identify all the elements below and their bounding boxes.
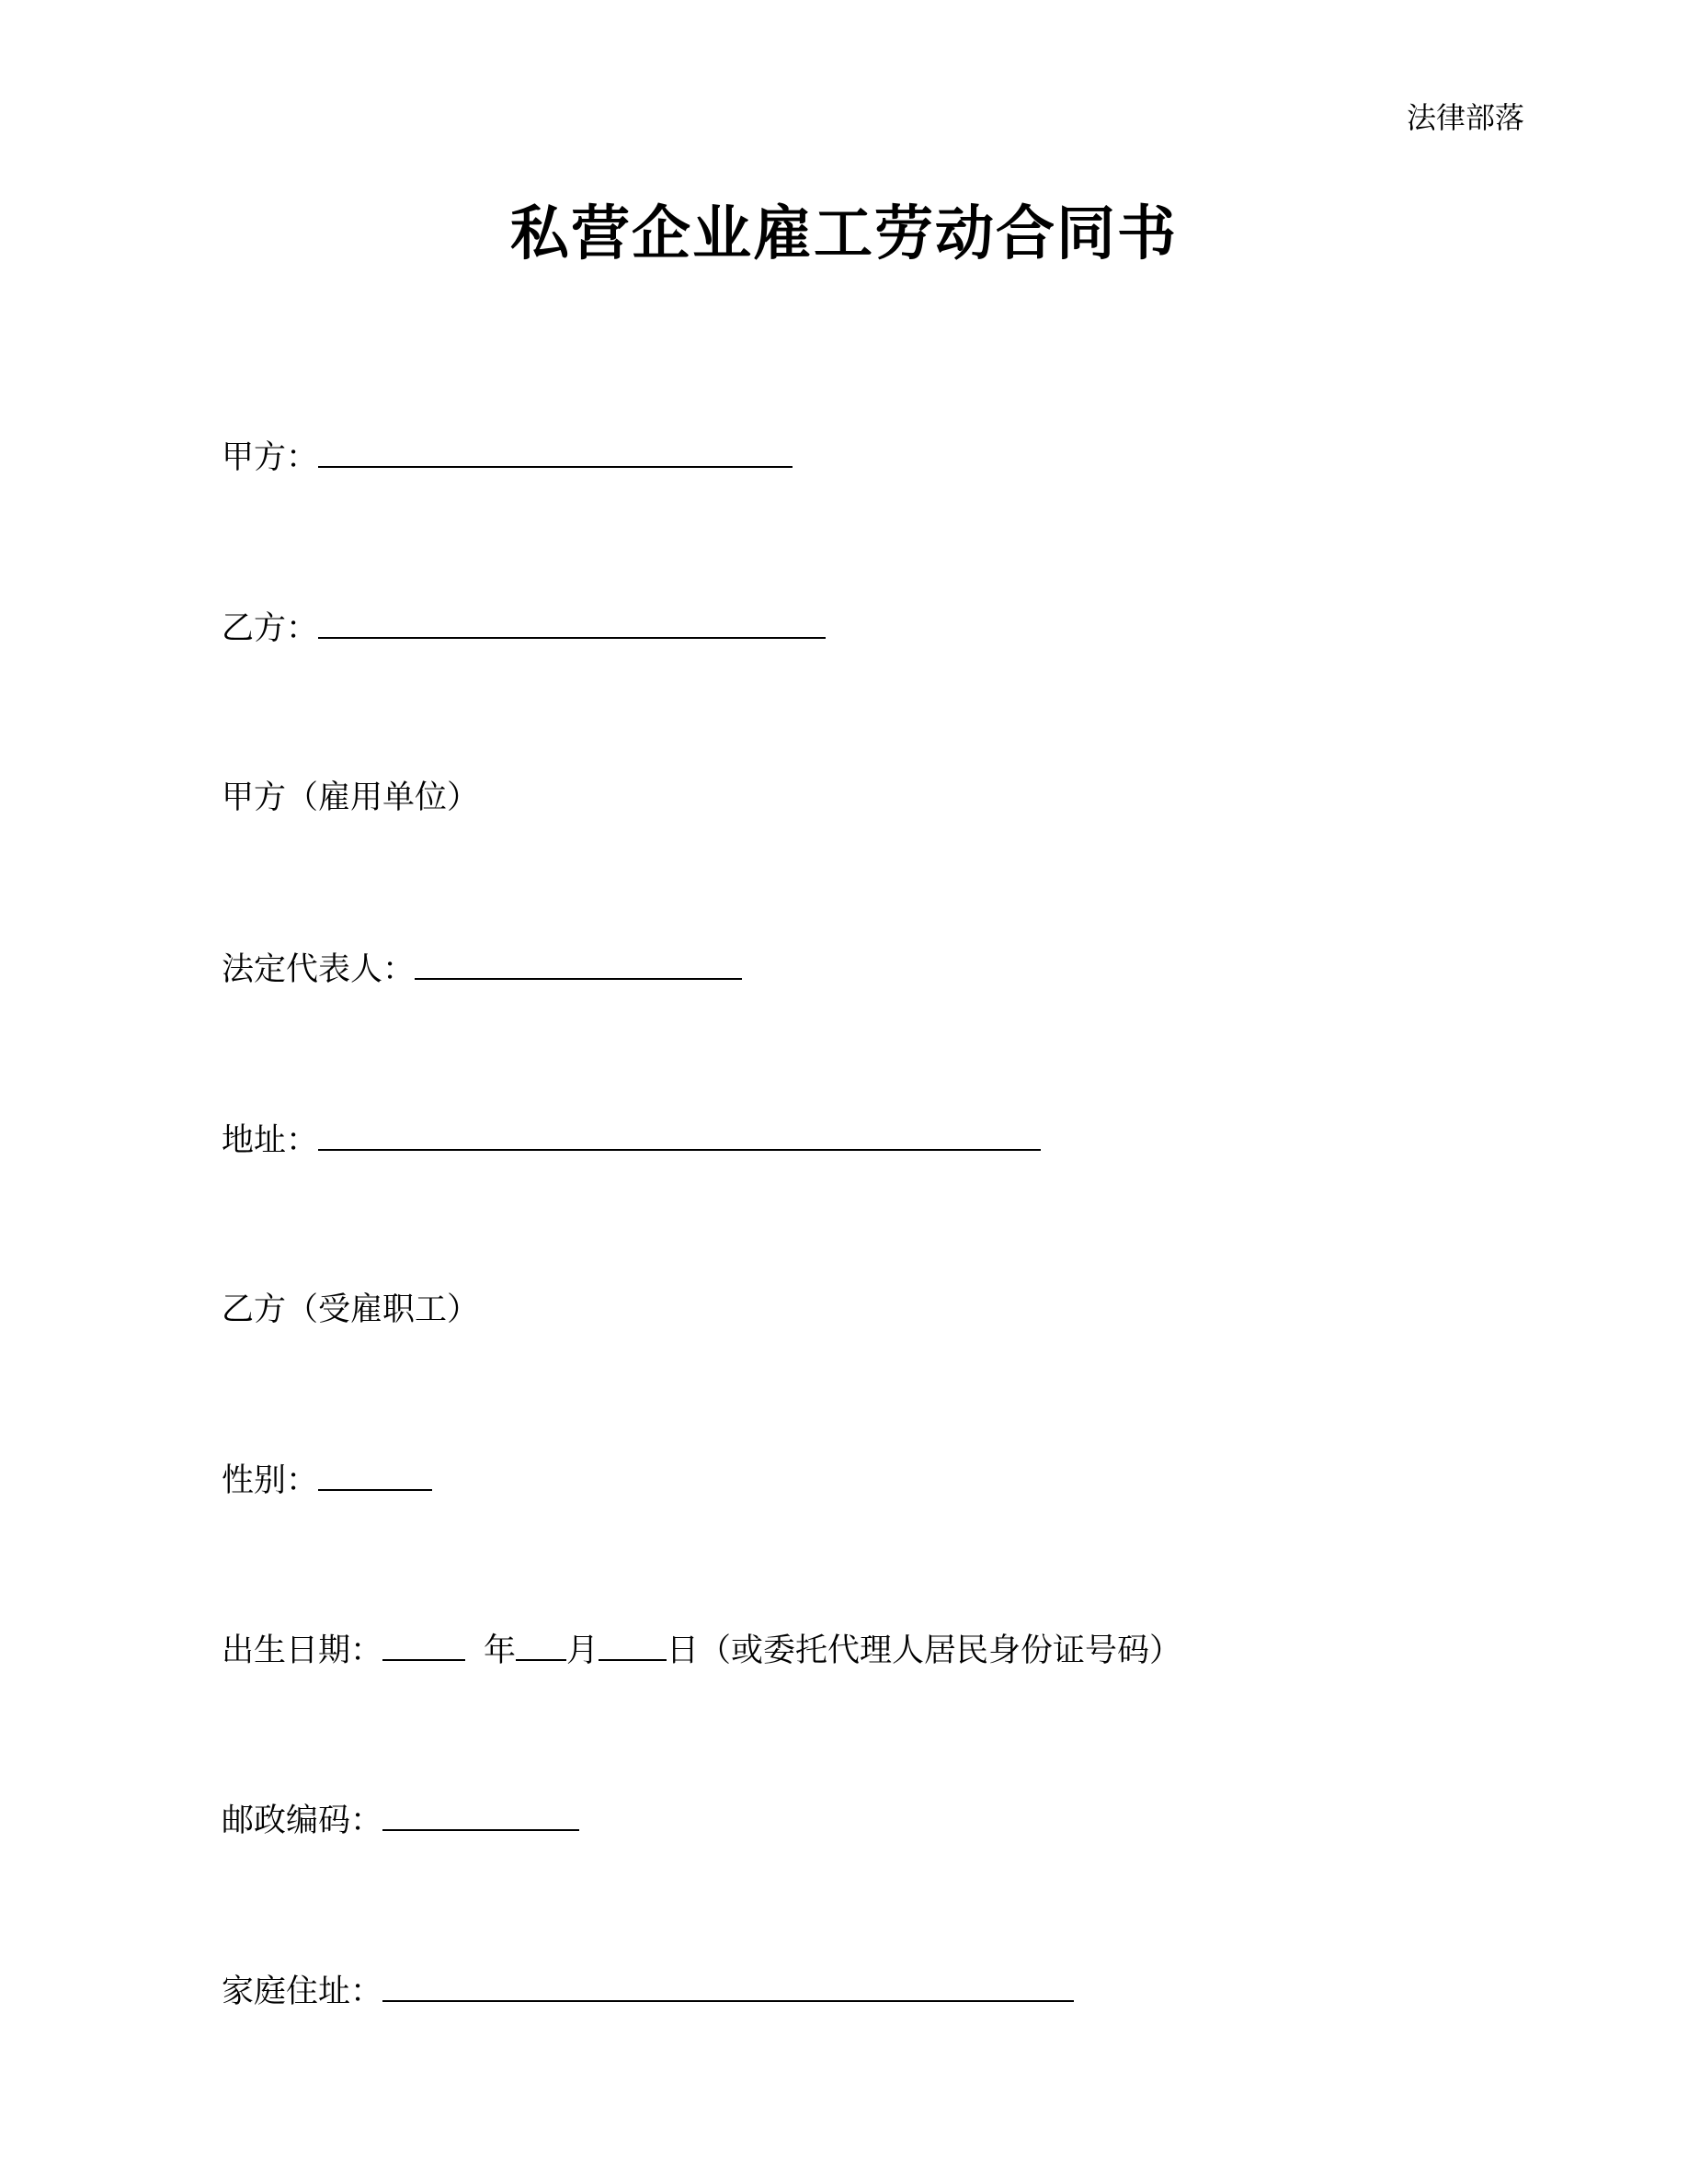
party-b-blank[interactable]	[318, 606, 826, 639]
home-address-blank[interactable]	[382, 1969, 1074, 2002]
header-mark: 法律部落	[1407, 100, 1525, 135]
birth-date-label: 出生日期：	[222, 1632, 383, 1669]
legal-rep-field	[222, 947, 742, 993]
legal-rep-blank[interactable]	[415, 947, 742, 980]
party-a-blank[interactable]	[318, 435, 793, 468]
home-address-label: 家庭住址：	[222, 1974, 383, 2010]
year-label: 年	[484, 1632, 517, 1669]
gender-label: 性别：	[222, 1462, 319, 1499]
address-field	[222, 1118, 1041, 1164]
address-blank[interactable]	[318, 1118, 1041, 1151]
birth-month-blank[interactable]	[516, 1628, 566, 1661]
birth-year-blank[interactable]	[382, 1628, 465, 1661]
gender-blank[interactable]	[318, 1458, 432, 1491]
gender-field	[222, 1458, 432, 1504]
postal-code-field	[222, 1798, 579, 1844]
party-a-label: 甲方：	[222, 439, 319, 476]
postal-code-blank[interactable]	[382, 1798, 579, 1831]
birth-day-blank[interactable]	[599, 1628, 667, 1661]
document-title: 私营企业雇工劳动合同书	[510, 200, 1178, 268]
day-label: 日（或委托代理人居民身份证号码）	[667, 1632, 1182, 1669]
party-a-heading: 甲方（雇用单位）	[222, 779, 480, 816]
home-address-field	[222, 1969, 1074, 2015]
address-label: 地址：	[222, 1122, 319, 1159]
party-b-heading: 乙方（受雇职工）	[222, 1291, 480, 1328]
legal-rep-label: 法定代表人：	[222, 951, 416, 988]
birth-date-field	[222, 1628, 1181, 1674]
party-b-label: 乙方：	[222, 610, 319, 647]
party-b-field	[222, 606, 826, 652]
postal-code-label: 邮政编码：	[222, 1803, 383, 1839]
month-label: 月	[566, 1632, 599, 1669]
party-a-field	[222, 435, 793, 481]
